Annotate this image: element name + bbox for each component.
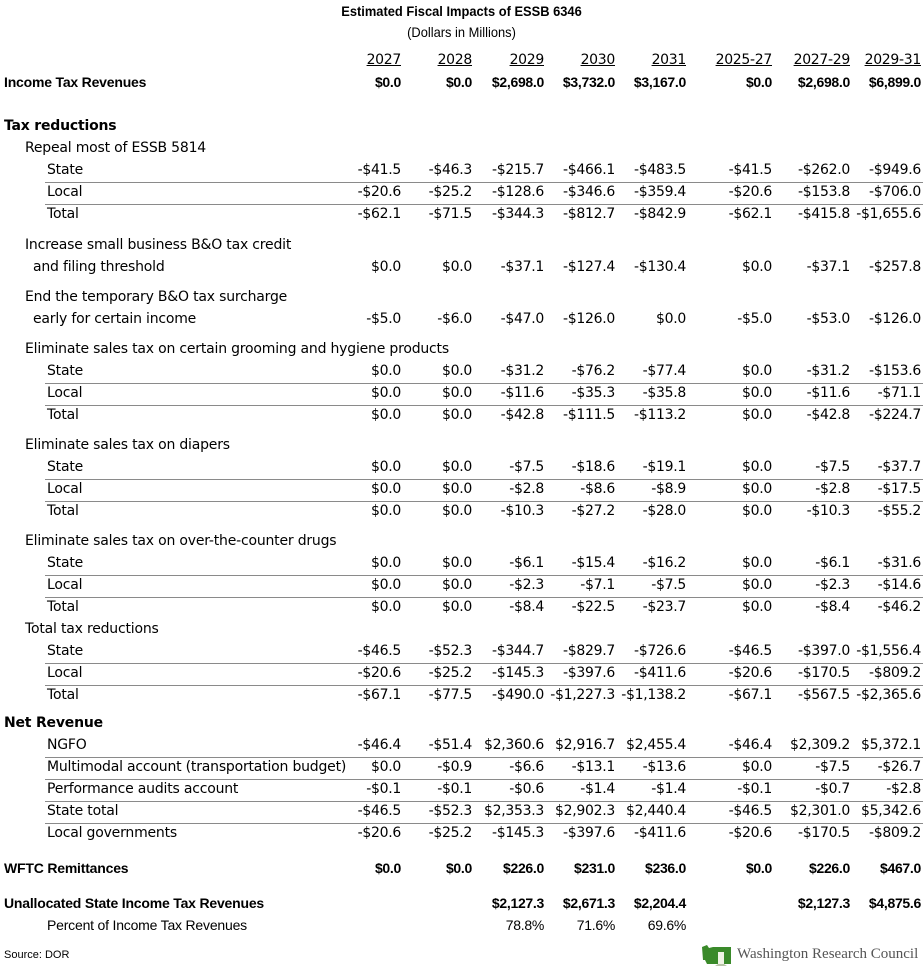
cell-value: $0.0 [742, 555, 772, 571]
cell-value: $0.0 [371, 555, 401, 571]
table-row [0, 597, 923, 619]
source-note: Source: DOR [4, 949, 70, 961]
cell-value: -$0.7 [815, 781, 850, 797]
cell-value: -$2.3 [815, 577, 850, 593]
cell-value: -$13.1 [571, 759, 615, 775]
row-label: State [47, 555, 84, 571]
cell-value: $0.0 [371, 577, 401, 593]
row-label: Local [47, 577, 83, 593]
section-row [0, 116, 923, 138]
cell-value: $0.0 [742, 503, 772, 519]
cell-value: -$262.0 [798, 162, 850, 178]
row-label: and filing threshold [33, 259, 165, 275]
cell-value: $0.0 [374, 74, 401, 90]
cell-value: -$28.0 [642, 503, 686, 519]
table-row [0, 619, 923, 641]
cell-value: -$113.2 [634, 407, 686, 423]
cell-value: $0.0 [445, 860, 472, 876]
cell-value: -$31.2 [500, 363, 544, 379]
table-row [0, 501, 923, 523]
cell-value: -$949.6 [869, 162, 921, 178]
cell-value: -$46.3 [428, 162, 472, 178]
cell-value: -$1,138.2 [621, 687, 686, 703]
cell-value: -$706.0 [869, 184, 921, 200]
cell-value: -$809.2 [869, 665, 921, 681]
cell-value: -$8.6 [580, 481, 615, 497]
cell-value: -$46.4 [728, 737, 772, 753]
table-row [0, 801, 923, 823]
cell-value: -$20.6 [357, 825, 401, 841]
cell-value: -$567.5 [798, 687, 850, 703]
cell-value: $0.0 [371, 759, 401, 775]
cell-value: -$53.0 [806, 311, 850, 327]
cell-value: -$153.6 [869, 363, 921, 379]
cell-value: $0.0 [742, 385, 772, 401]
section-row [0, 713, 923, 735]
cell-value: -$18.6 [571, 459, 615, 475]
cell-value: $5,372.1 [861, 737, 921, 753]
cell-value: -$25.2 [428, 184, 472, 200]
table-row [0, 383, 923, 405]
column-header: 2027 [366, 52, 401, 68]
cell-value: -$1,227.3 [550, 687, 615, 703]
cell-value: -$67.1 [357, 687, 401, 703]
section-row [0, 858, 923, 880]
cell-value: -$215.7 [492, 162, 544, 178]
column-header: 2029-31 [864, 52, 921, 68]
cell-value: $2,127.3 [797, 895, 850, 911]
cell-value: -$10.3 [500, 503, 544, 519]
table-row [0, 823, 923, 845]
cell-value: -$27.2 [571, 503, 615, 519]
row-label: State total [47, 803, 119, 819]
cell-value: -$2.3 [509, 577, 544, 593]
cell-value: -$411.6 [634, 825, 686, 841]
table-row [0, 160, 923, 182]
cell-value: $2,698.0 [491, 74, 544, 90]
table-row [0, 663, 923, 685]
section-row [0, 72, 923, 94]
cell-value: -$67.1 [728, 687, 772, 703]
cell-value: -$224.7 [869, 407, 921, 423]
row-label: Local [47, 481, 83, 497]
cell-value: -$25.2 [428, 665, 472, 681]
row-label: Performance audits account [47, 781, 239, 797]
cell-value: $0.0 [745, 860, 772, 876]
row-label: Percent of Income Tax Revenues [47, 917, 247, 933]
cell-value: $0.0 [442, 407, 472, 423]
row-label: Total [47, 407, 79, 423]
cell-value: -$20.6 [728, 184, 772, 200]
cell-value: -$20.6 [357, 665, 401, 681]
cell-value: -$41.5 [357, 162, 401, 178]
cell-value: -$1.4 [651, 781, 686, 797]
cell-value: -$42.8 [806, 407, 850, 423]
cell-value: $0.0 [442, 555, 472, 571]
cell-value: -$1,556.4 [856, 643, 921, 659]
row-label: Total [47, 206, 79, 222]
cell-value: -$5.0 [366, 311, 401, 327]
cell-value: -$16.2 [642, 555, 686, 571]
cell-value: $0.0 [442, 259, 472, 275]
cell-value: -$15.4 [571, 555, 615, 571]
cell-value: -$127.4 [563, 259, 615, 275]
cell-value: -$7.5 [651, 577, 686, 593]
cell-value: $2,455.4 [626, 737, 686, 753]
cell-value: -$346.6 [563, 184, 615, 200]
column-header: 2029 [509, 52, 544, 68]
cell-value: -$37.7 [877, 459, 921, 475]
table-row [0, 457, 923, 479]
cell-value: -$809.2 [869, 825, 921, 841]
cell-value: -$25.2 [428, 825, 472, 841]
row-label: Income Tax Revenues [4, 74, 147, 90]
row-label: Eliminate sales tax on diapers [25, 437, 230, 453]
cell-value: -$483.5 [634, 162, 686, 178]
cell-value: -$126.0 [869, 311, 921, 327]
table-row [0, 309, 923, 331]
table-row [0, 735, 923, 757]
cell-value: -$47.0 [500, 311, 544, 327]
row-label: State [47, 162, 84, 178]
cell-value: -$35.8 [642, 385, 686, 401]
cell-value: -$26.7 [877, 759, 921, 775]
cell-value: -$397.0 [798, 643, 850, 659]
cell-value: $467.0 [879, 860, 921, 876]
table-title: Estimated Fiscal Impacts of ESSB 6346 [341, 3, 582, 19]
table-row [0, 235, 923, 257]
cell-value: $2,440.4 [626, 803, 686, 819]
cell-value: $0.0 [742, 459, 772, 475]
cell-value: -$812.7 [563, 206, 615, 222]
cell-value: $0.0 [442, 459, 472, 475]
cell-value: $2,360.6 [484, 737, 544, 753]
cell-value: 69.6% [647, 917, 686, 933]
cell-value: $0.0 [371, 363, 401, 379]
cell-value: -$19.1 [642, 459, 686, 475]
cell-value: -$46.5 [357, 643, 401, 659]
cell-value: -$11.6 [500, 385, 544, 401]
table-row [0, 287, 923, 309]
cell-value: -$415.8 [798, 206, 850, 222]
cell-value: -$77.4 [642, 363, 686, 379]
row-label: Local [47, 665, 83, 681]
cell-value: -$37.1 [806, 259, 850, 275]
cell-value: $0.0 [371, 259, 401, 275]
cell-value: -$130.4 [634, 259, 686, 275]
cell-value: -$7.5 [509, 459, 544, 475]
cell-value: -$7.5 [815, 459, 850, 475]
logo-text: Washington Research Council [737, 946, 919, 962]
cell-value: -$5.0 [737, 311, 772, 327]
cell-value: -$126.0 [563, 311, 615, 327]
row-label: Repeal most of ESSB 5814 [25, 140, 207, 156]
cell-value: 78.8% [505, 917, 544, 933]
row-label: NGFO [47, 737, 87, 753]
cell-value: -$46.5 [728, 803, 772, 819]
table-row [0, 339, 923, 361]
cell-value: -$55.2 [877, 503, 921, 519]
cell-value: -$22.5 [571, 599, 615, 615]
cell-value: $2,916.7 [555, 737, 615, 753]
cell-value: $0.0 [742, 599, 772, 615]
cell-value: -$0.9 [437, 759, 472, 775]
table-row [0, 641, 923, 663]
section-row [0, 893, 923, 915]
cell-value: $2,309.2 [790, 737, 850, 753]
row-label: Eliminate sales tax on over-the-counter drugs [25, 533, 337, 549]
table-row [0, 915, 923, 937]
cell-value: -$31.2 [806, 363, 850, 379]
cell-value: -$257.8 [869, 259, 921, 275]
cell-value: $3,167.0 [633, 74, 686, 90]
cell-value: -$0.1 [366, 781, 401, 797]
cell-value: -$397.6 [563, 665, 615, 681]
row-label: Tax reductions [4, 118, 117, 134]
row-label: State [47, 643, 84, 659]
cell-value: -$77.5 [428, 687, 472, 703]
cell-value: $6,899.0 [868, 74, 921, 90]
cell-value: -$41.5 [728, 162, 772, 178]
cell-value: $0.0 [656, 311, 686, 327]
column-header: 2028 [437, 52, 472, 68]
cell-value: -$51.4 [428, 737, 472, 753]
cell-value: -$6.1 [509, 555, 544, 571]
cell-value: -$52.3 [428, 643, 472, 659]
cell-value: $0.0 [742, 577, 772, 593]
cell-value: $2,301.0 [790, 803, 850, 819]
cell-value: $4,875.6 [868, 895, 921, 911]
cell-value: -$71.5 [428, 206, 472, 222]
cell-value: -$128.6 [492, 184, 544, 200]
cell-value: -$1.4 [580, 781, 615, 797]
cell-value: $0.0 [442, 481, 472, 497]
cell-value: -$170.5 [798, 825, 850, 841]
row-label: State [47, 459, 84, 475]
cell-value: -$6.6 [509, 759, 544, 775]
cell-value: $5,342.6 [861, 803, 921, 819]
cell-value: -$17.5 [877, 481, 921, 497]
cell-value: $0.0 [371, 481, 401, 497]
cell-value: -$842.9 [634, 206, 686, 222]
cell-value: -$76.2 [571, 363, 615, 379]
table-row [0, 685, 923, 707]
cell-value: -$2.8 [815, 481, 850, 497]
table-row [0, 435, 923, 457]
cell-value: -$466.1 [563, 162, 615, 178]
cell-value: -$11.6 [806, 385, 850, 401]
cell-value: -$111.5 [563, 407, 615, 423]
cell-value: -$37.1 [500, 259, 544, 275]
cell-value: -$35.3 [571, 385, 615, 401]
cell-value: $0.0 [742, 363, 772, 379]
cell-value: $2,353.3 [484, 803, 544, 819]
table-row [0, 138, 923, 160]
cell-value: -$8.9 [651, 481, 686, 497]
cell-value: -$0.1 [737, 781, 772, 797]
cell-value: $0.0 [371, 599, 401, 615]
cell-value: 71.6% [576, 917, 615, 933]
cell-value: $2,204.4 [633, 895, 686, 911]
cell-value: -$23.7 [642, 599, 686, 615]
cell-value: -$8.4 [815, 599, 850, 615]
cell-value: -$344.7 [492, 643, 544, 659]
cell-value: -$726.6 [634, 643, 686, 659]
cell-value: -$31.6 [877, 555, 921, 571]
cell-value: $0.0 [442, 503, 472, 519]
column-header: 2030 [580, 52, 615, 68]
cell-value: $236.0 [644, 860, 686, 876]
cell-value: $2,902.3 [555, 803, 615, 819]
table-row [0, 405, 923, 427]
cell-value: $0.0 [442, 363, 472, 379]
cell-value: -$7.5 [815, 759, 850, 775]
cell-value: -$46.4 [357, 737, 401, 753]
column-header-row [0, 50, 923, 72]
row-label: Total [47, 687, 79, 703]
cell-value: -$397.6 [563, 825, 615, 841]
table-row [0, 257, 923, 279]
cell-value: -$8.4 [509, 599, 544, 615]
cell-value: -$359.4 [634, 184, 686, 200]
cell-value: $3,732.0 [562, 74, 615, 90]
row-label: Total tax reductions [25, 621, 159, 637]
cell-value: -$46.2 [877, 599, 921, 615]
cell-value: $0.0 [742, 759, 772, 775]
table-row [0, 361, 923, 383]
row-label: State [47, 363, 84, 379]
cell-value: $0.0 [371, 459, 401, 475]
cell-value: $0.0 [742, 407, 772, 423]
table-subtitle: (Dollars in Millions) [407, 24, 516, 40]
cell-value: -$62.1 [357, 206, 401, 222]
row-label: End the temporary B&O tax surcharge [25, 289, 288, 305]
washington-state-logo-icon [701, 942, 733, 966]
cell-value: $0.0 [742, 481, 772, 497]
cell-value: -$42.8 [500, 407, 544, 423]
cell-value: -$145.3 [492, 825, 544, 841]
cell-value: -$2.8 [509, 481, 544, 497]
cell-value: -$344.3 [492, 206, 544, 222]
cell-value: -$10.3 [806, 503, 850, 519]
cell-value: -$6.1 [815, 555, 850, 571]
cell-value: -$52.3 [428, 803, 472, 819]
row-label: Total [47, 599, 79, 615]
row-label: early for certain income [33, 311, 197, 327]
table-row [0, 553, 923, 575]
cell-value: $0.0 [371, 385, 401, 401]
cell-value: -$46.5 [728, 643, 772, 659]
cell-value: $226.0 [502, 860, 544, 876]
cell-value: $0.0 [371, 407, 401, 423]
cell-value: $0.0 [442, 599, 472, 615]
cell-value: -$411.6 [634, 665, 686, 681]
cell-value: -$490.0 [492, 687, 544, 703]
cell-value: $0.0 [371, 503, 401, 519]
cell-value: $0.0 [742, 259, 772, 275]
cell-value: -$20.6 [357, 184, 401, 200]
row-label: Local governments [47, 825, 177, 841]
cell-value: $2,698.0 [797, 74, 850, 90]
table-row [0, 757, 923, 779]
cell-value: $0.0 [374, 860, 401, 876]
row-label: Net Revenue [4, 715, 103, 731]
table-row [0, 479, 923, 501]
table-row [0, 204, 923, 226]
row-label: Local [47, 184, 83, 200]
cell-value: -$62.1 [728, 206, 772, 222]
row-label: Local [47, 385, 83, 401]
column-header: 2027-29 [793, 52, 850, 68]
cell-value: -$20.6 [728, 825, 772, 841]
row-label: Unallocated State Income Tax Revenues [4, 895, 264, 911]
cell-value: $2,127.3 [491, 895, 544, 911]
cell-value: -$13.6 [642, 759, 686, 775]
cell-value: -$7.1 [580, 577, 615, 593]
cell-value: -$71.1 [877, 385, 921, 401]
row-label: Multimodal account (transportation budget) [47, 759, 347, 775]
column-header: 2025-27 [715, 52, 772, 68]
cell-value: -$829.7 [563, 643, 615, 659]
cell-value: -$46.5 [357, 803, 401, 819]
row-label: Total [47, 503, 79, 519]
cell-value: -$145.3 [492, 665, 544, 681]
cell-value: -$153.8 [798, 184, 850, 200]
row-label: WFTC Remittances [4, 860, 129, 876]
cell-value: -$0.1 [437, 781, 472, 797]
cell-value: -$2.8 [886, 781, 921, 797]
table-row [0, 531, 923, 553]
row-label: Eliminate sales tax on certain grooming and hygiene products [25, 341, 449, 357]
cell-value: -$1,655.6 [856, 206, 921, 222]
cell-value: $0.0 [442, 577, 472, 593]
cell-value: -$170.5 [798, 665, 850, 681]
cell-value: $0.0 [442, 385, 472, 401]
cell-value: -$6.0 [437, 311, 472, 327]
cell-value: -$2,365.6 [856, 687, 921, 703]
cell-value: $226.0 [808, 860, 850, 876]
cell-value: $231.0 [573, 860, 615, 876]
table-row [0, 182, 923, 204]
column-header: 2031 [651, 52, 686, 68]
cell-value: $0.0 [445, 74, 472, 90]
cell-value: $2,671.3 [562, 895, 615, 911]
cell-value: $0.0 [745, 74, 772, 90]
cell-value: -$0.6 [509, 781, 544, 797]
table-row [0, 575, 923, 597]
table-row [0, 779, 923, 801]
row-label: Increase small business B&O tax credit [25, 237, 292, 253]
cell-value: -$14.6 [877, 577, 921, 593]
cell-value: -$20.6 [728, 665, 772, 681]
